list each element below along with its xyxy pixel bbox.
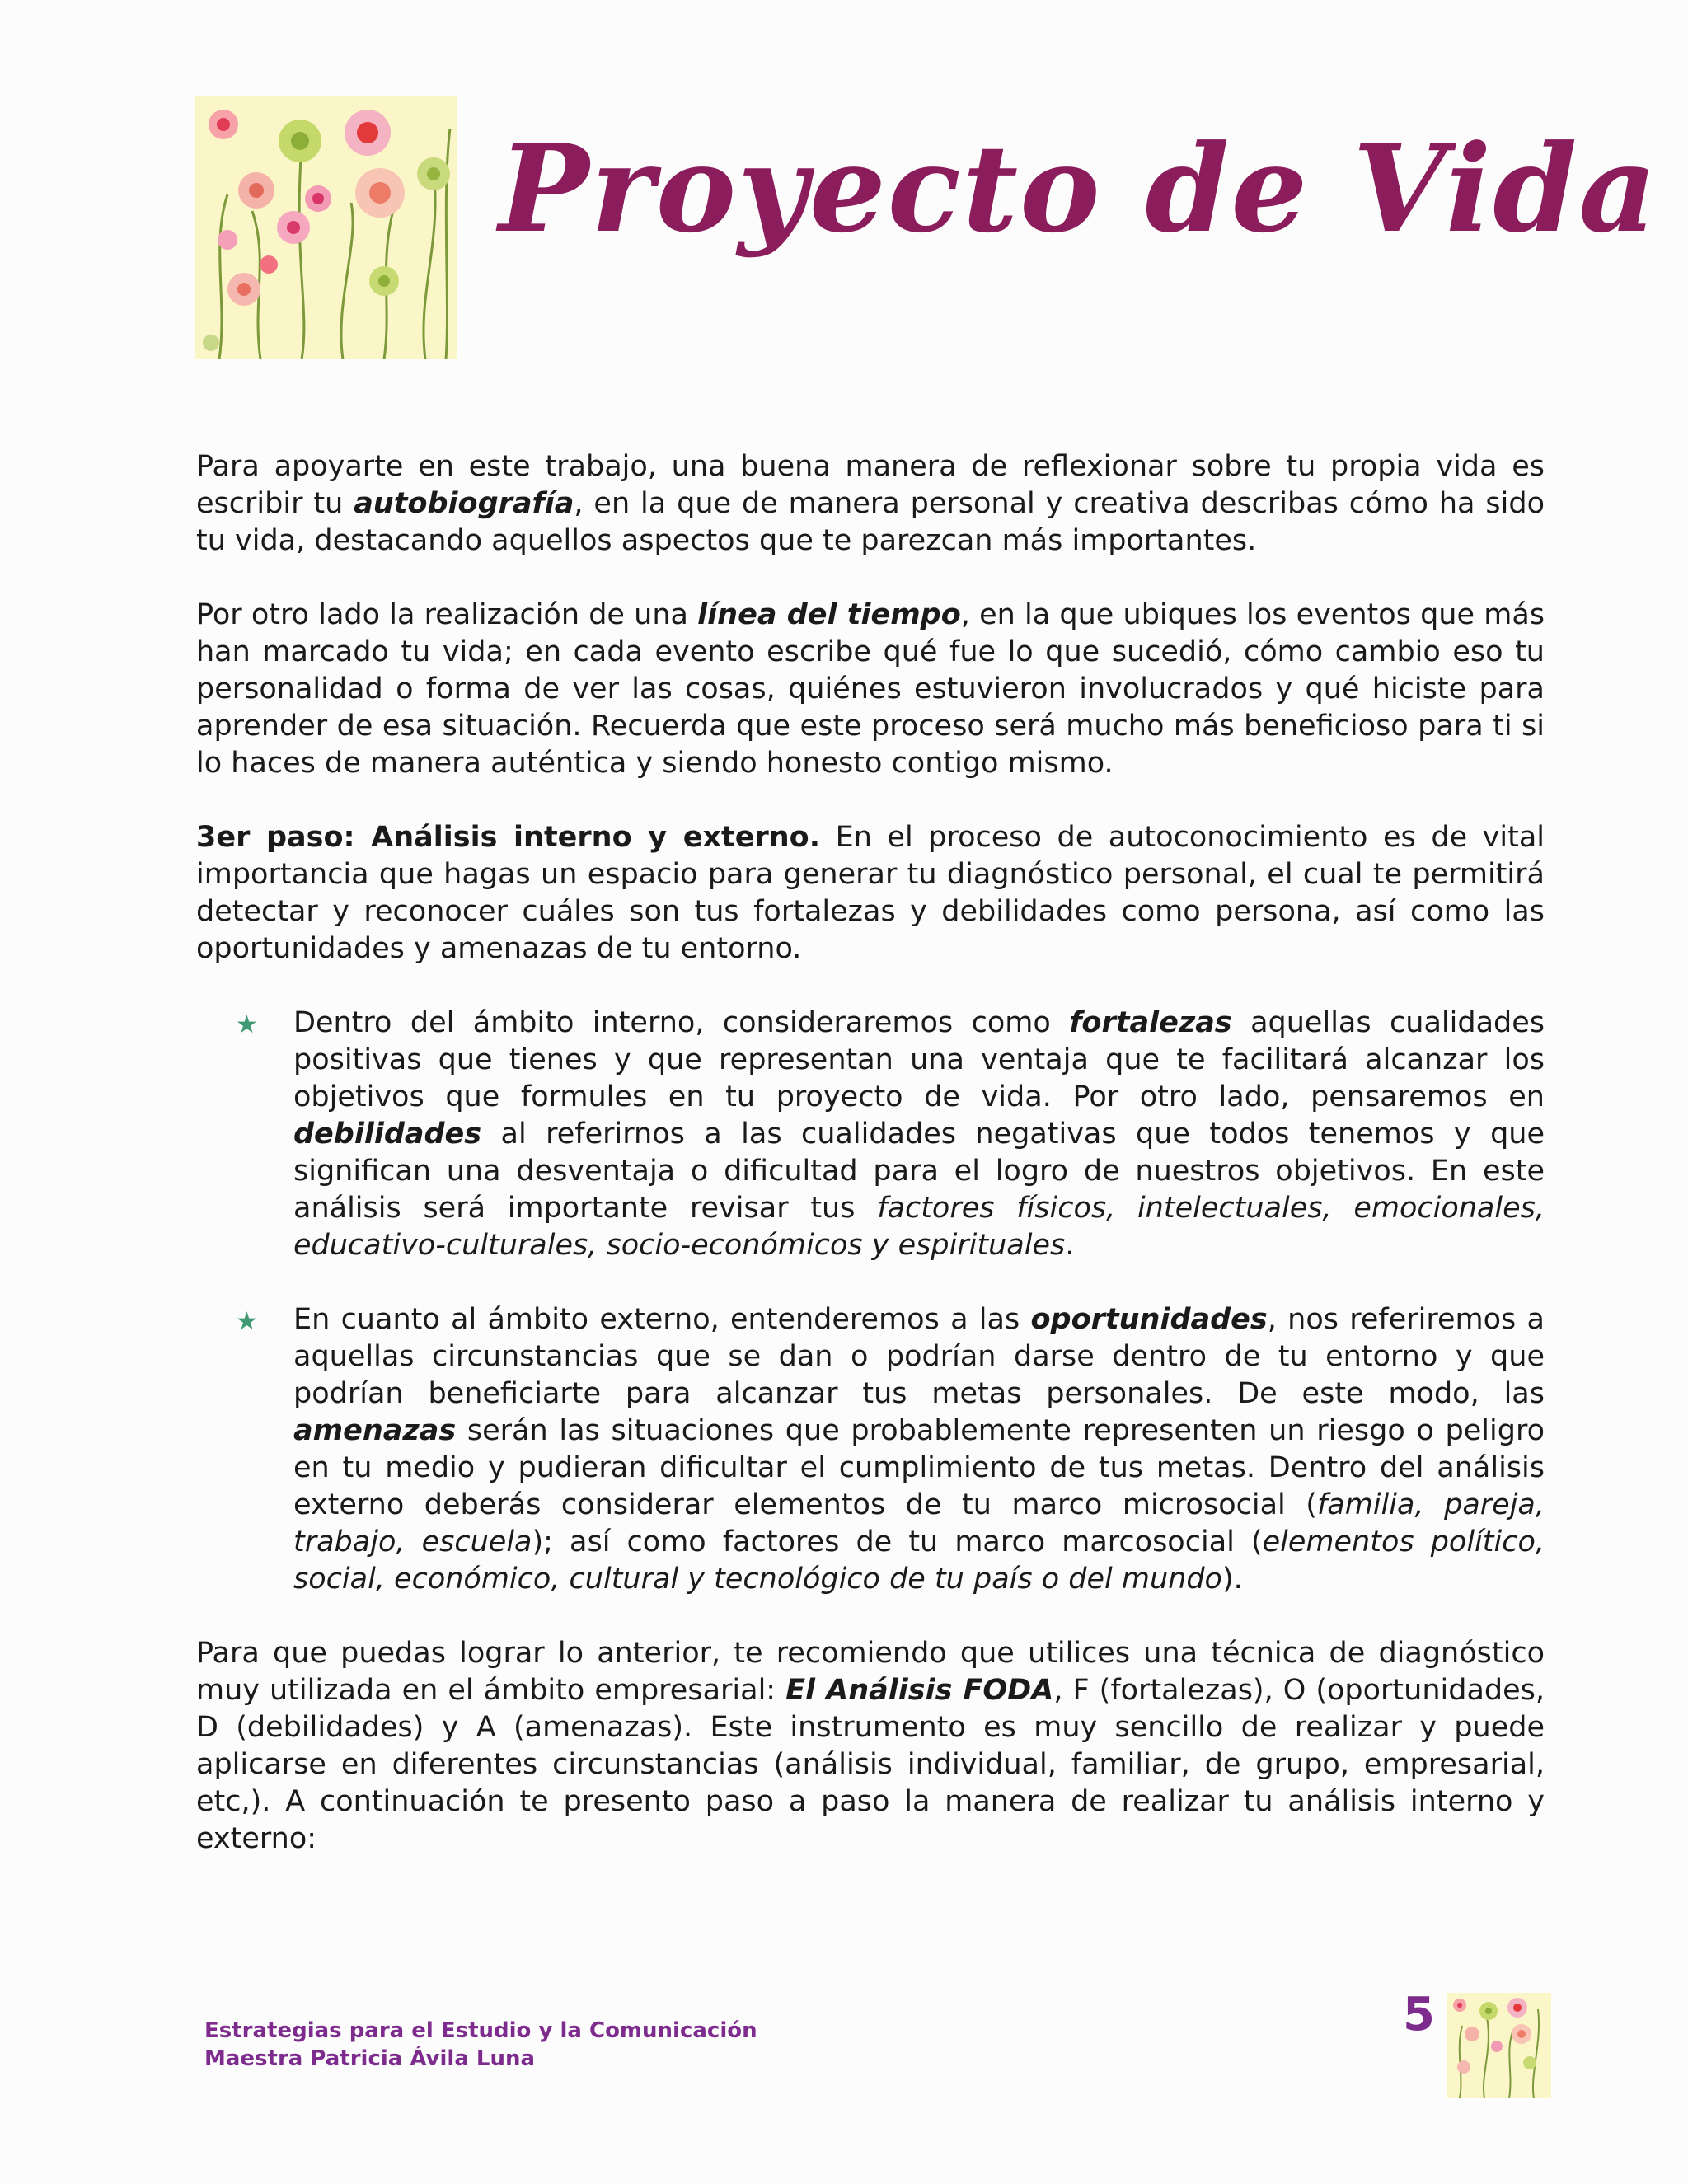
italic-microsocial: familia, pareja, trabajo, escuela <box>293 1488 1545 1558</box>
list-item <box>196 1005 1545 1264</box>
star-bullet-icon: ★ <box>236 1307 258 1336</box>
page-number: 5 <box>1403 1988 1435 2041</box>
emphasis-debilidades: debilidades <box>293 1118 482 1151</box>
list-item <box>196 1301 1545 1598</box>
footer-author: Maestra Patricia Ávila Luna <box>204 2046 536 2071</box>
star-bullet-icon: ★ <box>236 1010 258 1039</box>
paragraph-linea-del-tiempo <box>196 597 1545 782</box>
header-flowers-image <box>195 96 457 359</box>
text-run: En el proceso de autoconocimiento es de vital importancia que hagas un espacio para generar tu diagnóstico personal, el cual te permitirá detectar y reconocer cuáles son tus fortalezas y debilidades como persona, así como las oportunidades y amenazas de tu entorno. <box>196 821 1545 965</box>
text-run: ). <box>1221 1563 1243 1596</box>
text-run: , en la que de manera personal y creativa describas cómo ha sido tu vida, destacando aquellos aspectos que te parezcan más importantes. <box>196 487 1545 557</box>
text-run: Dentro del ámbito interno, consideraremos como <box>293 1006 1070 1039</box>
emphasis-amenazas: amenazas <box>293 1414 457 1447</box>
page-title: Proyecto de Vida <box>499 119 1659 260</box>
paragraph-autobiografia <box>196 448 1545 560</box>
text-run: Por otro lado la realización de una <box>196 598 698 631</box>
emphasis-autobiografia: autobiografía <box>354 487 574 520</box>
emphasis-fortalezas: fortalezas <box>1069 1006 1232 1039</box>
text-run: , nos referiremos a aquellas circunstancias que se dan o podrían darse dentro de tu entorno y que podrían beneficiarte para alcanzar tus metas personales. De este modo, las <box>293 1303 1545 1410</box>
footer-course: Estrategias para el Estudio y la Comunicación <box>204 2018 757 2043</box>
emphasis-linea-del-tiempo: línea del tiempo <box>697 598 961 631</box>
text-run: ); así como factores de tu marco marcosocial ( <box>532 1526 1263 1558</box>
paragraph-foda <box>196 1635 1545 1858</box>
paragraph-analisis <box>196 819 1545 968</box>
bullet-list <box>196 1005 1545 1598</box>
text-run: , F (fortalezas), O (oportunidades, D (debilidades) y A (amenazas). Este instrumento es muy sencillo de realizar y puede aplicarse en diferentes circunstancias (análisis individual, familiar, de grupo, empresarial, etc,). A continuación te presento paso a paso la manera de realizar tu análisis interno y externo: <box>196 1674 1545 1855</box>
text-run: aquellas cualidades positivas que tienes y que representan una ventaja que te facilitará alcanzar los objetivos que formules en tu proyecto de vida. Por otro lado, pensaremos en <box>293 1006 1545 1113</box>
text-run: Para apoyarte en este trabajo, una buena manera de reflexionar sobre tu propia vida es escribir tu <box>196 450 1545 520</box>
italic-macrosocial: elementos político, social, económico, cultural y tecnológico de tu país o del mundo <box>293 1526 1545 1596</box>
text-run: Para que puedas lograr lo anterior, te recomiendo que utilices una técnica de diagnóstico muy utilizada en el ámbito empresarial: <box>196 1637 1545 1707</box>
text-run: En cuanto al ámbito externo, entenderemos a las <box>293 1303 1031 1336</box>
footer-flowers-image <box>1447 1993 1551 2098</box>
emphasis-oportunidades: oportunidades <box>1030 1303 1268 1336</box>
document-body <box>196 448 1545 1858</box>
section-heading: 3er paso: Análisis interno y externo. <box>196 821 821 854</box>
text-run: al referirnos a las cualidades negativas que todos tenemos y que significan una desventaja o dificultad para el logro de nuestros objetivos. En este análisis será importante revisar tus <box>293 1118 1545 1225</box>
text-run: serán las situaciones que probablemente representen un riesgo o peligro en tu medio y pudieran dificultar el cumplimiento de tus metas. Dentro del análisis externo deberás considerar elementos de tu marco microsocial ( <box>293 1414 1545 1521</box>
italic-factores: factores físicos, intelectuales, emocionales, educativo-culturales, socio-económicos y espirituales <box>293 1192 1545 1262</box>
footer-credits <box>204 2017 757 2073</box>
text-run: , en la que ubiques los eventos que más han marcado tu vida; en cada evento escribe qué fue lo que sucedió, cómo cambio eso tu personalidad o forma de ver las cosas, quiénes estuvieron involucrados y qué hiciste para aprender de esa situación. Recuerda que este proceso será mucho más beneficioso para ti si lo haces de manera auténtica y siendo honesto contigo mismo. <box>196 598 1545 780</box>
text-run: . <box>1065 1229 1075 1262</box>
emphasis-analisis-foda: El Análisis FODA <box>785 1674 1054 1707</box>
